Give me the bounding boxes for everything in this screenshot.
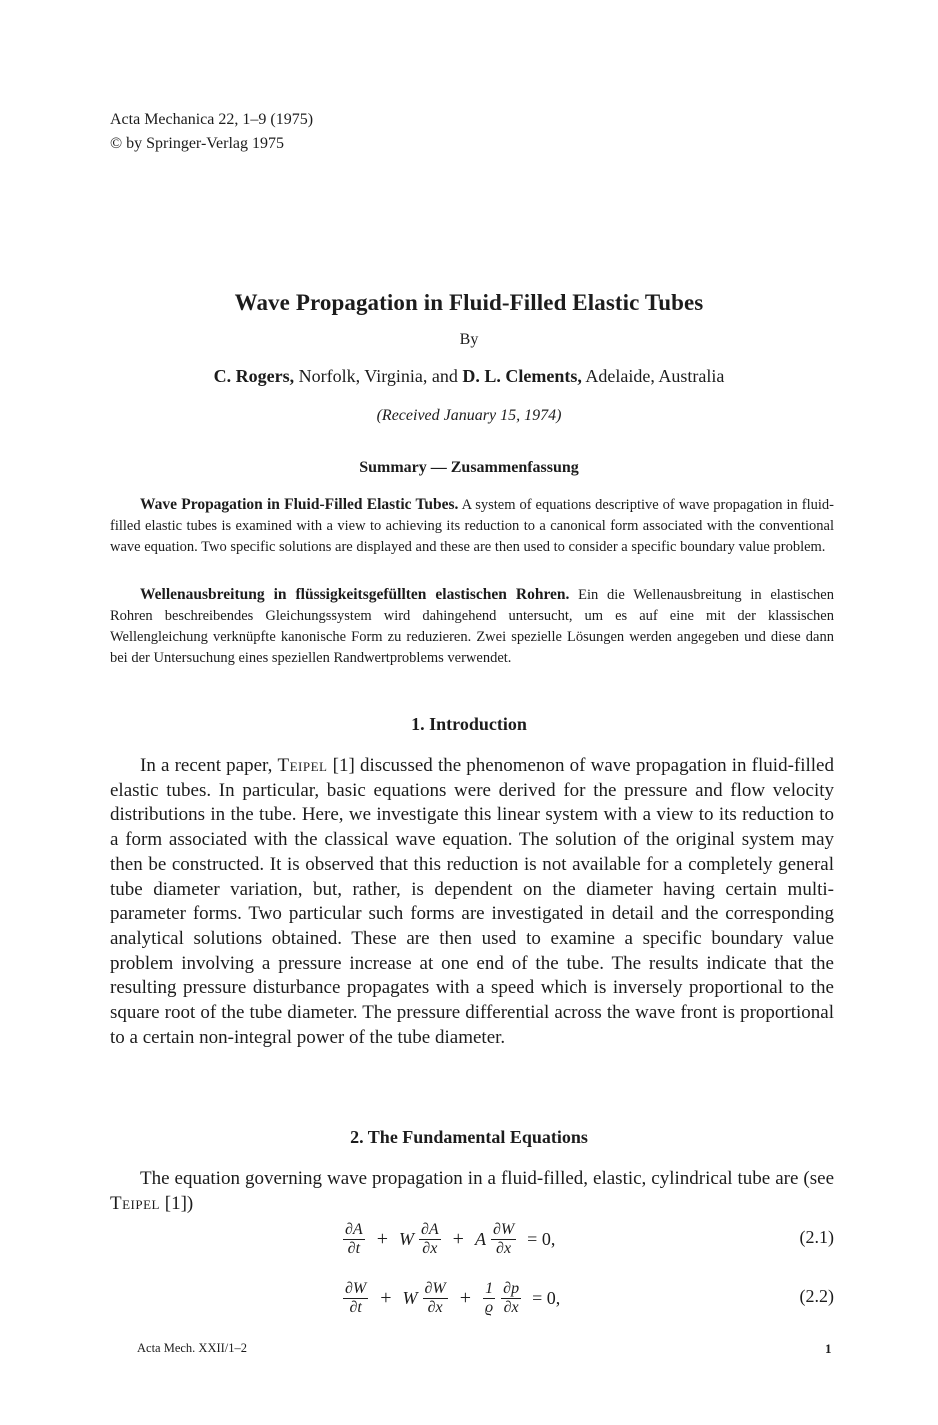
author-clements: D. L. Clements, bbox=[462, 366, 582, 386]
abstract-english-text: A system of equations descriptive of wave propagation in fluid-filled elastic tubes is examined with a view to achieving its reduction to a canonical form associated with the conventional wave equation. Two specific solutions are displayed and these are then used to consider a specific boundary value problem. bbox=[110, 497, 834, 555]
equation-2-1 bbox=[0, 1213, 938, 1265]
section-heading-introduction: 1. Introduction bbox=[411, 714, 527, 734]
equation-body bbox=[340, 1272, 569, 1324]
equation-number: (2.1) bbox=[799, 1227, 834, 1247]
equation-body bbox=[340, 1213, 564, 1265]
plus-operator: + bbox=[376, 1227, 388, 1250]
equation-2-2 bbox=[0, 1272, 938, 1324]
citation-teipel: Teipel bbox=[110, 1192, 160, 1214]
denominator: ∂x bbox=[496, 1239, 512, 1257]
fraction bbox=[423, 1280, 448, 1317]
by-line: By bbox=[459, 331, 479, 348]
author-rogers: C. Rogers, bbox=[213, 366, 295, 386]
intro-text-rest: [1] discussed the phenomenon of wave propagation in fluid-filled elastic tubes. In particular, basic equations were derived for the pressure and flow velocity distributions in the tube. Here, we investigate this linear system with a view to its reduction to a form associated with the classical wave equation. The solution of the original system may then be constructed. It is observed that this reduction is not available for a completely general tube diameter variation, but, rather, is dependent on the diameter having certain multi-parameter forms. Two particular such forms are investigated in detail and the corresponding analytical solutions obtained. These are then used to examine a specific boundary value problem involving a pressure increase at one end of the tube. The results indicate that the resulting pressure disturbance propagates with a speed which is inversely proportional to the square root of the tube diameter. The pressure differential across the wave front is proportional to a certain non-integral power of the tube diameter. bbox=[110, 755, 834, 1048]
equations-intro-paragraph bbox=[110, 1167, 834, 1216]
authors-line bbox=[0, 366, 938, 387]
fraction bbox=[343, 1280, 368, 1317]
denominator: ∂x bbox=[503, 1298, 519, 1316]
denominator: ∂t bbox=[347, 1239, 361, 1257]
abstract-german-text: Ein die Wellenausbreitung in elastischen Rohren beschreibendes Gleichungssystem wird dahingehend untersucht, um es auf eine mit der klassischen Wellengleichung verknüpfte kanonische Form zu reduzieren. Zwei spezielle Lösungen werden angegeben und diese dann bei der Untersuchung eines speziellen Randwertproblems verwendet. bbox=[110, 587, 834, 666]
fraction bbox=[501, 1280, 521, 1317]
page-number: 1 bbox=[825, 1341, 832, 1356]
numerator: ∂p bbox=[503, 1279, 520, 1297]
equals-zero: = 0, bbox=[532, 1287, 561, 1308]
paper-title: Wave Propagation in Fluid-Filled Elastic Tubes bbox=[234, 290, 704, 315]
coefficient: W bbox=[398, 1228, 414, 1249]
denominator: ϱ bbox=[485, 1298, 494, 1316]
footer-journal-issue: Acta Mech. XXII/1–2 bbox=[137, 1341, 248, 1355]
denominator: ∂x bbox=[422, 1239, 438, 1257]
introduction-paragraph bbox=[110, 754, 834, 1050]
copyright-notice: © by Springer-Verlag 1975 bbox=[110, 135, 285, 152]
citation-teipel: Teipel bbox=[277, 755, 328, 776]
equals-zero: = 0, bbox=[527, 1228, 556, 1249]
plus-operator: + bbox=[459, 1286, 472, 1309]
numerator: ∂W bbox=[345, 1279, 367, 1297]
eq-intro-text-end: [1]) bbox=[160, 1192, 194, 1214]
summary-heading: Summary — Zusammenfassung bbox=[359, 459, 579, 476]
journal-info bbox=[110, 108, 313, 156]
affiliation-adelaide: Adelaide, Australia bbox=[581, 366, 725, 386]
plus-operator: + bbox=[380, 1286, 392, 1309]
abstract-german-lead: Wellenausbreitung in flüssigkeitsgefüllten elastischen Rohren. bbox=[140, 586, 570, 603]
fraction bbox=[491, 1221, 516, 1258]
denominator: ∂t bbox=[349, 1298, 362, 1316]
coefficient: A bbox=[474, 1228, 486, 1249]
fraction bbox=[343, 1221, 365, 1258]
received-date: (Received January 15, 1974) bbox=[376, 407, 562, 424]
numerator: ∂A bbox=[420, 1220, 439, 1238]
abstract-german bbox=[110, 584, 834, 669]
abstract-english-lead: Wave Propagation in Fluid-Filled Elastic Tubes. bbox=[140, 496, 459, 513]
numerator: ∂A bbox=[345, 1220, 363, 1238]
equation-number: (2.2) bbox=[799, 1286, 834, 1306]
numerator: 1 bbox=[485, 1279, 494, 1297]
abstract-english bbox=[110, 494, 834, 558]
plus-operator: + bbox=[452, 1227, 464, 1250]
denominator: ∂x bbox=[427, 1298, 443, 1316]
fraction-coefficient bbox=[483, 1280, 495, 1317]
eq-intro-text-start: The equation governing wave propagation in a fluid-filled, elastic, cylindrical tube are (see bbox=[140, 1168, 834, 1189]
intro-text-start: In a recent paper, bbox=[140, 755, 278, 776]
affiliation-norfolk: Norfolk, Virginia, and bbox=[294, 366, 463, 386]
journal-citation: Acta Mechanica 22, 1–9 (1975) bbox=[110, 111, 314, 128]
coefficient: W bbox=[402, 1287, 418, 1308]
numerator: ∂W bbox=[424, 1279, 446, 1297]
numerator: ∂W bbox=[492, 1220, 515, 1238]
section-heading-fundamental-equations: 2. The Fundamental Equations bbox=[350, 1127, 588, 1147]
fraction bbox=[419, 1221, 441, 1258]
